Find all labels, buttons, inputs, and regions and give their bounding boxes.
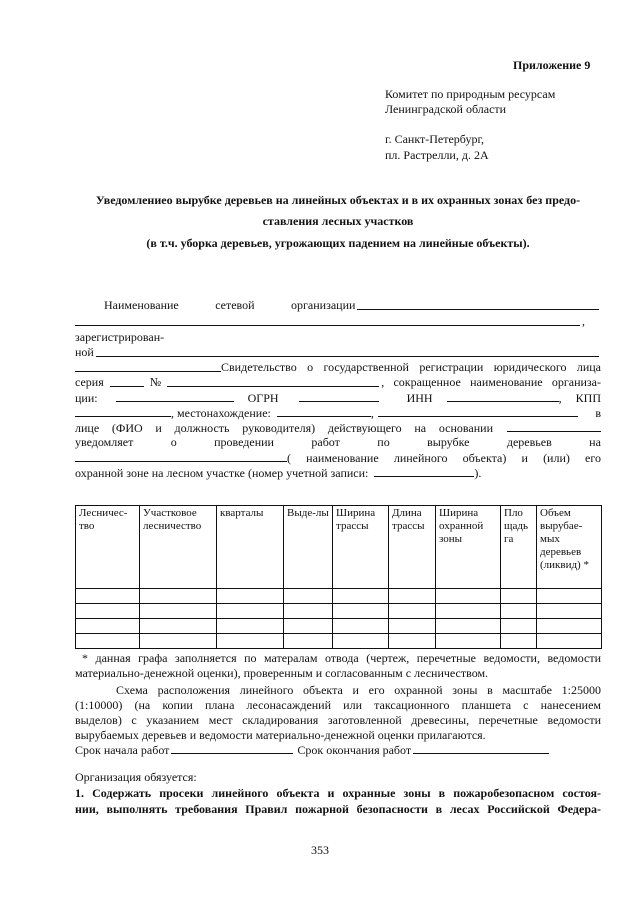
form-line-9 bbox=[75, 420, 601, 436]
object-name-field[interactable] bbox=[75, 450, 287, 462]
table-cell[interactable] bbox=[284, 604, 333, 619]
table-header-row bbox=[76, 506, 602, 589]
table-cell[interactable] bbox=[501, 619, 537, 634]
registration-field[interactable] bbox=[96, 345, 599, 357]
table-cell[interactable] bbox=[76, 634, 140, 649]
table-cell[interactable] bbox=[284, 589, 333, 604]
start-date-field[interactable] bbox=[171, 742, 293, 754]
short-name-field[interactable] bbox=[116, 390, 234, 402]
word-notifies: уведомляет bbox=[75, 435, 134, 449]
title-line-1: Уведомлениео вырубке деревьев на линейных объектах и в их охранных зонах без предо- bbox=[95, 193, 581, 207]
table-cell[interactable] bbox=[501, 589, 537, 604]
title-line-2: ставления лесных участков bbox=[262, 214, 414, 228]
line-2-comma: , bbox=[582, 314, 585, 328]
footnote-line-2: материально-денежной оценки), проверенным и согласованным с лесничеством. bbox=[75, 666, 489, 680]
table-row bbox=[76, 634, 602, 649]
certificate-number-field[interactable] bbox=[167, 375, 379, 387]
header-allotments: Выде-лы bbox=[284, 506, 333, 589]
organization-name-field-cont[interactable] bbox=[75, 314, 580, 326]
basis-field[interactable] bbox=[507, 420, 601, 432]
table-cell[interactable] bbox=[217, 634, 284, 649]
table-cell[interactable] bbox=[436, 619, 501, 634]
table-cell[interactable] bbox=[140, 589, 217, 604]
label-seriya: серия bbox=[75, 375, 104, 389]
word-conducting: проведении bbox=[214, 435, 274, 449]
header-quarters: кварталы bbox=[217, 506, 284, 589]
table-cell[interactable] bbox=[389, 619, 436, 634]
label-certificate: Свидетельство о государственной регистрации юридического лица bbox=[221, 360, 601, 374]
location-field[interactable] bbox=[277, 405, 371, 417]
table-cell[interactable] bbox=[217, 589, 284, 604]
table-cell[interactable] bbox=[436, 604, 501, 619]
label-noy: ной bbox=[75, 345, 94, 359]
word-felling: вырубке bbox=[427, 435, 470, 449]
scheme-line-2: (1:10000) (на копии плана лесонасаждений или таксационного планшета с нанесением bbox=[75, 698, 601, 712]
obligation-1-line-1: 1. Содержать просеки линейного объекта и охранные зоны в пожаробезопасном состоя- bbox=[75, 786, 601, 800]
scheme-line-1: Схема расположения линейного объекта и его охранной зоны в масштабе 1:25000 bbox=[116, 683, 601, 697]
organization-name-field[interactable] bbox=[357, 298, 599, 310]
form-line-11 bbox=[75, 450, 601, 466]
page-number: 353 bbox=[311, 843, 329, 857]
label-location: , местонахождение: bbox=[171, 406, 271, 420]
table-cell[interactable] bbox=[501, 634, 537, 649]
table-cell[interactable] bbox=[333, 619, 389, 634]
form-line-6 bbox=[75, 375, 601, 390]
word-works: работ bbox=[311, 435, 340, 449]
label-organizatsii: организации bbox=[290, 298, 356, 312]
table-row bbox=[76, 589, 602, 604]
label-inn: ИНН bbox=[406, 391, 433, 405]
form-line-7 bbox=[75, 390, 601, 406]
header-area: Пло щадь га bbox=[501, 506, 537, 589]
end-date-field[interactable] bbox=[413, 742, 549, 754]
table-cell[interactable] bbox=[389, 604, 436, 619]
obligation-1-line-2: нии, выполнять требования Правил пожарной безопасности в лесах Российской Федера- bbox=[75, 802, 601, 816]
label-end-date: Срок окончания работ bbox=[297, 743, 412, 757]
location-field-2[interactable] bbox=[378, 405, 578, 417]
table-cell[interactable] bbox=[501, 604, 537, 619]
record-number-field[interactable] bbox=[374, 465, 474, 477]
title-line-3: (в т.ч. уборка деревьев, угрожающих падением на линейные объекты). bbox=[146, 236, 530, 250]
word-na: на bbox=[589, 435, 601, 449]
addressee-line-2: Ленинградской области bbox=[385, 102, 507, 116]
scheme-line-3: выделов) с указанием мест складирования заготовленной древесины, перечетные ведомости bbox=[75, 713, 601, 727]
header-route-width: Ширина трассы bbox=[333, 506, 389, 589]
ogrn-field[interactable] bbox=[299, 390, 379, 402]
addressee-line-1: Комитет по природным ресурсам bbox=[385, 87, 556, 101]
table-cell[interactable] bbox=[76, 619, 140, 634]
header-zone-width: Ширина охранной зоны bbox=[436, 506, 501, 589]
word-po: по bbox=[377, 435, 390, 449]
label-protected-zone: охранной зоне на лесном участке (номер учетной записи: bbox=[75, 466, 369, 480]
label-tsii: ции: bbox=[75, 391, 98, 405]
header-volume: Объем вырубае-мых деревьев (ликвид) * bbox=[537, 506, 602, 589]
label-number: № bbox=[149, 375, 162, 389]
obligations-intro: Организация обязуется: bbox=[75, 770, 197, 784]
label-registered: зарегистрирован- bbox=[75, 330, 165, 344]
label-naimenovanie: Наименование bbox=[104, 298, 179, 312]
inn-field[interactable] bbox=[447, 390, 559, 402]
table-row bbox=[76, 619, 602, 634]
scheme-line-4: вырубаемых деревьев и ведомости материально-денежной оценки прилагаются. bbox=[75, 728, 486, 742]
appendix-label: Приложение 9 bbox=[513, 58, 591, 72]
line-12-end: ). bbox=[474, 466, 482, 480]
registration-field-cont[interactable] bbox=[75, 360, 221, 372]
label-kpp: КПП bbox=[575, 391, 601, 405]
inn-comma: , bbox=[558, 391, 562, 405]
table-cell[interactable] bbox=[333, 589, 389, 604]
table-row bbox=[76, 604, 602, 619]
header-route-length: Длина трассы bbox=[389, 506, 436, 589]
addressee-line-4: пл. Растрелли, д. 2А bbox=[385, 148, 489, 162]
addressee-line-3: г. Санкт-Петербург, bbox=[385, 132, 485, 146]
form-line-8 bbox=[75, 405, 601, 421]
label-linear-object: ( наименование линейного объекта) и (или) его bbox=[287, 451, 601, 465]
table-cell[interactable] bbox=[217, 604, 284, 619]
table-cell[interactable] bbox=[436, 634, 501, 649]
label-setevoy: сетевой bbox=[215, 298, 255, 312]
table-cell[interactable] bbox=[436, 589, 501, 604]
table-cell[interactable] bbox=[537, 589, 602, 604]
header-forestry: Лесничес-тво bbox=[76, 506, 140, 589]
table-cell[interactable] bbox=[389, 634, 436, 649]
label-representative: лице (ФИО и должность руководителя) действующего на основании bbox=[75, 421, 493, 435]
table-cell[interactable] bbox=[284, 634, 333, 649]
form-line-4 bbox=[75, 345, 601, 360]
footnote-line-1: * данная графа заполняется по матералам отвода (чертеж, перечетные ведомости, ведомости bbox=[82, 651, 601, 665]
kpp-field[interactable] bbox=[75, 405, 171, 417]
form-line-1 bbox=[104, 298, 601, 313]
header-district-forestry: Участковое лесничество bbox=[140, 506, 217, 589]
table-cell[interactable] bbox=[217, 619, 284, 634]
table-cell[interactable] bbox=[537, 634, 602, 649]
forest-plots-table bbox=[75, 505, 602, 649]
label-start-date: Срок начала работ bbox=[75, 743, 170, 757]
label-v: в bbox=[595, 406, 601, 420]
table-cell[interactable] bbox=[76, 604, 140, 619]
table-cell[interactable] bbox=[140, 604, 217, 619]
table-cell[interactable] bbox=[537, 604, 602, 619]
table-cell[interactable] bbox=[389, 589, 436, 604]
series-field[interactable] bbox=[110, 375, 144, 387]
label-ogrn: ОГРН bbox=[247, 391, 279, 405]
table-cell[interactable] bbox=[284, 619, 333, 634]
word-trees: деревьев bbox=[506, 435, 552, 449]
word-o: о bbox=[170, 435, 177, 449]
table-cell[interactable] bbox=[537, 619, 602, 634]
table-cell[interactable] bbox=[140, 619, 217, 634]
table-cell[interactable] bbox=[140, 634, 217, 649]
table-cell[interactable] bbox=[76, 589, 140, 604]
dates-line bbox=[75, 742, 549, 758]
table-cell[interactable] bbox=[333, 634, 389, 649]
form-line-2 bbox=[75, 314, 585, 329]
table-cell[interactable] bbox=[333, 604, 389, 619]
form-line-10 bbox=[75, 435, 601, 450]
location-comma: , bbox=[370, 406, 374, 420]
label-short-name: , сокращенное наименование организа- bbox=[381, 375, 601, 389]
form-line-5 bbox=[75, 360, 601, 375]
form-line-12 bbox=[75, 465, 481, 481]
